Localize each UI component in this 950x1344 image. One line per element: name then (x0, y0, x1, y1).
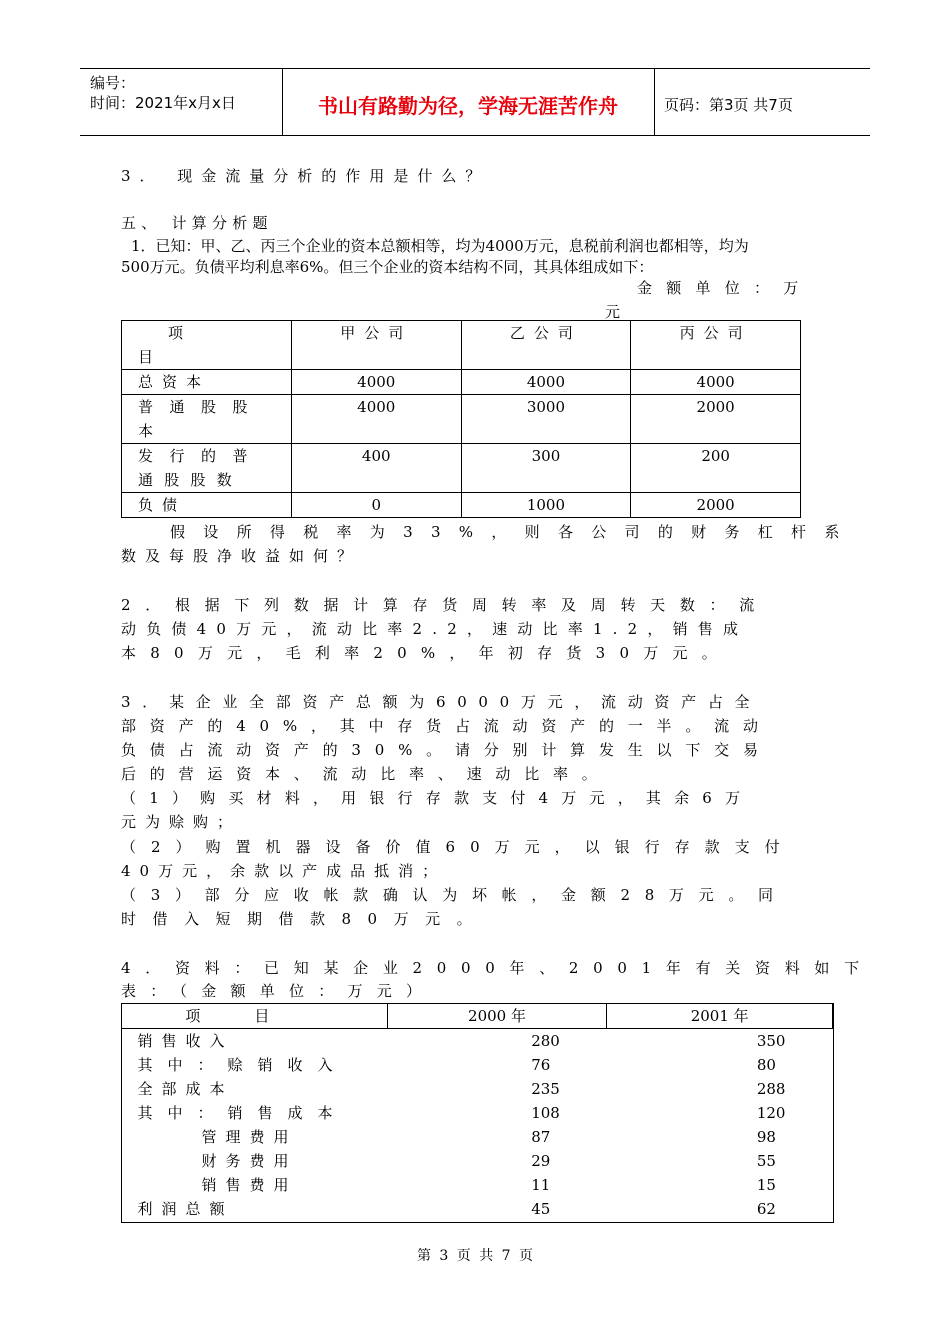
cell-2001: 98 (756, 1128, 776, 1146)
cell-b: 300 (461, 444, 631, 493)
header-item: 项目 (122, 1004, 388, 1029)
q1-question-line2: 数及每股净收益如何？ (121, 547, 362, 565)
q2-line3: 本80万元，毛利率20%，年初存货30万元。 (121, 644, 732, 662)
header-bottom-rule (80, 135, 870, 136)
header-company-b: 乙公司 (461, 321, 631, 370)
table-row (122, 321, 801, 370)
table-row (122, 1125, 833, 1149)
cell-2001: 288 (756, 1080, 786, 1098)
q4-line1: 4．资料：已知某企业2000年、2001年有关资料如下 (121, 959, 874, 977)
header-company-a: 甲公司 (291, 321, 461, 370)
q3-line5: （1）购买材料，用银行存款支付4万元，其余6万 (121, 789, 754, 807)
row-label: 其中：销售成本 (137, 1104, 348, 1122)
table-row (122, 1149, 833, 1173)
q1-unit-tail: 元 (605, 303, 621, 321)
page-footer: 第 3 页 共 7 页 (416, 1248, 534, 1264)
header-item: 项 (168, 324, 184, 342)
q3-line2: 部资产的40%，其中存货占流动资产的一半。流动 (121, 717, 772, 735)
header-2001: 2001 年 (607, 1004, 833, 1029)
cell-2000: 45 (531, 1200, 551, 1218)
table-row (122, 1029, 833, 1054)
table-row (122, 1173, 833, 1197)
question-cashflow: 3． 现金流量分析的作用是什么？ (121, 167, 490, 185)
cell-c: 4000 (631, 370, 801, 395)
header-2000: 2000 年 (387, 1004, 607, 1029)
cell-c: 200 (631, 444, 801, 493)
header-top-rule (80, 68, 870, 69)
table-row (122, 1077, 833, 1101)
row-label: 发行的普 (138, 447, 265, 465)
cell-2001: 15 (756, 1176, 776, 1194)
cell-a: 0 (291, 493, 461, 518)
cell-b: 4000 (461, 370, 631, 395)
capital-structure-table (121, 320, 801, 518)
row-label: 财务费用 (201, 1152, 298, 1170)
q3-line10: 时借入短期借款80万元。 (121, 910, 489, 928)
cell-a: 400 (291, 444, 461, 493)
row-label: 销售费用 (201, 1176, 298, 1194)
q3-line8: 40万元，余款以产成品抵消； (121, 862, 447, 880)
q3-line9: （3）部分应收帐款确认为坏帐，金额28万元。同 (121, 886, 788, 904)
cell-2001: 62 (756, 1200, 776, 1218)
q3-line4: 后的营运资本、流动比率、速动比率。 (121, 765, 611, 783)
header-date-label: 时间：2021年x月x日 (90, 94, 236, 112)
q4-line2: 表：（金额单位：万元） (121, 982, 436, 1000)
row-label-tail: 本 (138, 422, 154, 440)
cell-2000: 235 (531, 1080, 560, 1098)
q3-line1: 3．某企业全部资产总额为6000万元，流动资产占全 (121, 693, 762, 711)
row-label: 总资本 (122, 370, 292, 395)
header-company-c: 丙公司 (631, 321, 801, 370)
cell-2001: 350 (756, 1032, 786, 1050)
row-label: 利润总额 (137, 1200, 234, 1218)
section-title: 五、 计算分析题 (121, 214, 273, 232)
q1-question-line1: 假设所得税率为33%，则各公司的财务杠杆系 (170, 523, 858, 541)
cell-c: 2000 (631, 395, 801, 444)
q1-line2: 500万元。负债平均利息率6%。但三个企业的资本结构不同，其具体组成如下： (121, 258, 654, 276)
table-row (122, 444, 801, 493)
cell-2000: 108 (531, 1104, 560, 1122)
cell-2001: 80 (756, 1056, 776, 1074)
cell-2001: 120 (756, 1104, 786, 1122)
table-row (122, 1101, 833, 1125)
cell-2000: 76 (531, 1056, 551, 1074)
cell-b: 3000 (461, 395, 631, 444)
cell-b: 1000 (461, 493, 631, 518)
q1-line1: 1．已知：甲、乙、丙三个企业的资本总额相等，均为4000万元，息税前利润也都相等，均为 (131, 237, 749, 255)
cell-c: 2000 (631, 493, 801, 518)
cell-a: 4000 (291, 395, 461, 444)
table-row (122, 1004, 833, 1029)
header-code-label: 编号： (90, 74, 136, 92)
cell-2000: 87 (531, 1128, 551, 1146)
table-row (122, 493, 801, 518)
q1-unit: 金额单位：万 (637, 279, 813, 297)
cell-2000: 280 (531, 1032, 560, 1050)
q3-line7: （2）购置机器设备价值60万元，以银行存款支付 (121, 838, 795, 856)
row-label-tail: 通股股数 (138, 471, 244, 489)
header-page-label: 页码：第3页 共7页 (664, 96, 793, 114)
header-motto: 书山有路勤为径，学海无涯苦作舟 (318, 94, 618, 118)
cell-2000: 11 (531, 1176, 551, 1194)
table-row (122, 370, 801, 395)
header-divider-right (654, 68, 655, 135)
table-row (122, 395, 801, 444)
row-label: 销售收入 (137, 1032, 234, 1050)
row-label: 全部成本 (137, 1080, 234, 1098)
q2-line2: 动负债40万元，流动比率2.2，速动比率1.2，销售成 (121, 620, 749, 638)
row-label: 其中：赊销收入 (137, 1056, 348, 1074)
q2-line1: 2．根据下列数据计算存货周转率及周转天数：流 (121, 596, 769, 614)
row-label: 普通股股 (138, 398, 265, 416)
table-row (122, 1053, 833, 1077)
cell-2000: 29 (531, 1152, 551, 1170)
row-label: 管理费用 (201, 1128, 298, 1146)
cell-2001: 55 (756, 1152, 776, 1170)
q3-line6: 元为赊购； (121, 813, 242, 831)
q3-line3: 负债占流动资产的30%。请分别计算发生以下交易 (121, 741, 772, 759)
row-label: 负债 (122, 493, 292, 518)
table-row (122, 1197, 833, 1221)
cell-a: 4000 (291, 370, 461, 395)
header-item-tail: 目 (138, 348, 154, 366)
income-table (121, 1003, 833, 1221)
